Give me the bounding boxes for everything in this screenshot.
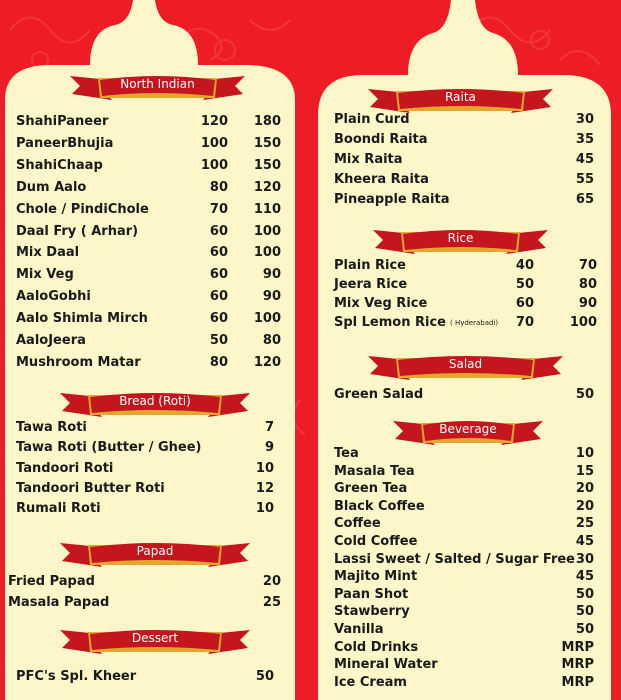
item-name-text: Spl Lemon Rice [334,315,446,330]
item-name [16,222,138,242]
price-half: 60 [209,223,228,239]
item-name-text: Ice Cream [334,674,407,690]
item-name-text: Majito Mint [334,569,418,585]
section-banner-bread [60,385,250,421]
menu-item [16,499,274,519]
section-title: Salad [448,357,483,371]
menu-item [334,110,594,130]
item-name [334,294,427,314]
menu-item [334,170,594,190]
section-title: Rice [447,231,474,245]
price-full: 110 [253,201,281,217]
price-full: 100 [253,223,281,239]
menu-item [16,667,274,687]
item-name-text: Boondi Raita [334,132,428,147]
item-name-text: Jeera Rice [334,277,408,292]
item-name-text: Cold Drinks [334,639,419,655]
section-banner-dessert [60,622,250,658]
item-price: 50 [575,387,594,402]
item-name [16,309,148,329]
item-name-text: Aalo Shimla Mirch [16,311,148,327]
item-price: 50 [575,586,594,602]
item-name [8,572,95,592]
menu-item [16,200,281,220]
menu-item [334,150,594,170]
item-name [334,275,407,295]
price-half: 60 [209,289,228,305]
item-name [334,150,403,170]
item-name [16,479,165,499]
section-title: Bread (Roti) [119,394,191,408]
price-full: 80 [262,333,281,348]
item-price: 7 [264,420,274,435]
item-price: 50 [255,669,274,684]
item-name-text: Tandoori Butter Roti [16,480,165,496]
item-price: 30 [575,551,594,567]
item-price: 10 [255,501,274,517]
menu-item [334,275,597,295]
item-name [16,353,141,373]
item-name-text: Mix Veg [16,267,74,283]
price-half: 80 [209,179,228,195]
item-name-text: Lassi Sweet / Salted / Sugar Free [334,551,575,567]
item-name [334,385,423,405]
item-price: 10 [255,460,274,476]
item-name [8,593,109,613]
price-half: 70 [209,201,228,217]
menu-item [16,112,281,132]
item-name-text: ShahiPaneer [16,114,109,129]
item-price: 10 [575,446,594,461]
menu-item [16,353,281,373]
menu-item [16,243,281,263]
menu-item [16,331,281,351]
item-name-text: AaloJeera [16,333,86,348]
item-name-text: Chole / PindiChole [16,201,149,217]
price-half: 60 [209,267,228,283]
price-half: 60 [515,296,534,311]
menu-item [334,294,597,314]
price-half: 50 [515,277,534,292]
section-title: Raita [445,90,476,104]
menu-item [16,222,281,242]
menu-item [16,178,281,198]
item-name-text: Mineral Water [334,657,438,673]
price-full: 90 [578,296,597,311]
price-full: 180 [253,114,281,129]
item-name-text: PaneerBhujia [16,135,114,151]
item-name-text: Paan Shot [334,586,409,602]
item-price: 20 [262,574,281,589]
section-title: Dessert [131,631,179,645]
menu-item [16,418,274,438]
price-full: 80 [578,277,597,292]
section-banner-north-indian [70,68,245,104]
item-name-text: Mix Daal [16,245,80,261]
price-full: 70 [578,258,597,273]
item-name-text: Coffee [334,516,381,532]
item-name [16,287,91,307]
item-price: 25 [575,516,594,532]
item-price: 45 [575,534,594,549]
section-banner-rice [373,222,548,258]
item-name-text: Daal Fry ( Arhar) [16,223,139,239]
item-price: 50 [575,604,594,620]
price-half: 70 [515,315,534,330]
item-name-text: Mix Raita [334,152,403,167]
price-half: 40 [515,258,534,273]
price-full: 150 [253,157,281,173]
item-price: MRP [561,674,594,690]
item-price: 30 [575,112,594,127]
item-name-text: Masala Papad [8,595,110,610]
price-full: 100 [569,315,597,330]
section-banner-papad [60,535,250,571]
item-name [16,112,108,132]
item-name [16,178,86,198]
menu-item [334,256,597,276]
item-name [16,459,113,479]
item-name [334,130,428,150]
item-name [16,499,101,519]
item-price: 20 [575,498,594,514]
menu-item [334,385,594,405]
price-half: 60 [209,311,228,327]
item-name-text: Green Salad [334,387,424,402]
item-name [16,438,201,458]
item-name [16,156,103,176]
price-half: 100 [200,135,228,151]
item-name-text: Fried Papad [8,574,95,589]
item-name-text: Dum Aalo [16,179,87,195]
item-name [334,190,449,210]
menu-item [334,673,594,693]
item-price: 9 [264,440,274,456]
item-name-text: Rumali Roti [16,501,101,517]
item-price: 35 [575,132,594,147]
item-price: 25 [262,595,281,610]
price-half: 120 [200,114,228,129]
item-name-text: Kheera Raita [334,172,429,187]
menu-item [16,479,274,499]
price-full: 120 [253,354,281,370]
menu-item [16,156,281,176]
menu-item [16,265,281,285]
item-name [16,134,113,154]
menu-panel-right [318,0,616,700]
menu-item [16,287,281,307]
menu-item [334,190,594,210]
item-name [16,331,86,351]
item-note: ( Hyderabadi) [450,319,499,327]
item-name [334,110,410,130]
price-half: 50 [209,333,228,348]
section-title: Beverage [439,422,497,436]
price-half: 80 [209,354,228,370]
item-price: 15 [575,463,594,479]
price-full: 90 [262,267,281,283]
item-name [16,265,74,285]
item-name-text: Black Coffee [334,498,425,514]
item-name-text: Mix Veg Rice [334,296,428,311]
item-name-text: Tandoori Roti [16,460,114,476]
item-name-text: Green Tea [334,481,408,497]
item-price: 20 [575,481,594,497]
menu-item [8,572,281,592]
item-name [16,243,79,263]
menu-item [16,309,281,329]
item-price: 50 [575,622,594,637]
menu-item [334,313,597,333]
item-name [334,256,406,276]
item-price: MRP [561,639,594,655]
item-name-text: PFC's Spl. Kheer [16,669,137,684]
price-full: 100 [253,311,281,327]
item-name-text: Tawa Roti [16,420,87,435]
section-title: Papad [136,544,174,558]
price-half: 100 [200,157,228,173]
item-name [16,667,136,687]
price-full: 100 [253,245,281,261]
menu-item [334,130,594,150]
item-name-text: Mushroom Matar [16,354,141,370]
item-name [334,313,498,333]
item-price: 55 [575,172,594,187]
menu-item [16,459,274,479]
item-name [16,200,149,220]
item-name-text: AaloGobhi [16,289,91,305]
item-name-text: Stawberry [334,604,410,620]
item-price: 12 [255,480,274,496]
item-price: 65 [575,192,594,207]
item-name-text: Cold Coffee [334,534,418,549]
item-name-text: ShahiChaap [16,157,103,173]
menu-panel-left [5,0,303,700]
menu-item [16,134,281,154]
menu-item [8,593,281,613]
item-price: 45 [575,569,594,585]
price-half: 60 [209,245,228,261]
item-name [16,418,87,438]
item-name-text: Vanilla [334,622,384,637]
section-banner-salad [368,348,563,384]
menu-item [16,438,274,458]
item-name-text: Tea [334,446,359,461]
item-price: MRP [561,657,594,673]
price-full: 150 [253,135,281,151]
item-name-text: Tawa Roti (Butter / Ghee) [16,440,202,456]
item-name-text: Pineapple Raita [334,192,450,207]
item-name-text: Masala Tea [334,463,415,479]
item-name-text: Plain Curd [334,112,410,127]
item-name [334,170,429,190]
item-name [334,673,407,693]
section-title: North Indian [120,77,195,91]
item-price: 45 [575,152,594,167]
item-name-text: Plain Rice [334,258,406,273]
price-full: 90 [262,289,281,305]
price-full: 120 [253,179,281,195]
